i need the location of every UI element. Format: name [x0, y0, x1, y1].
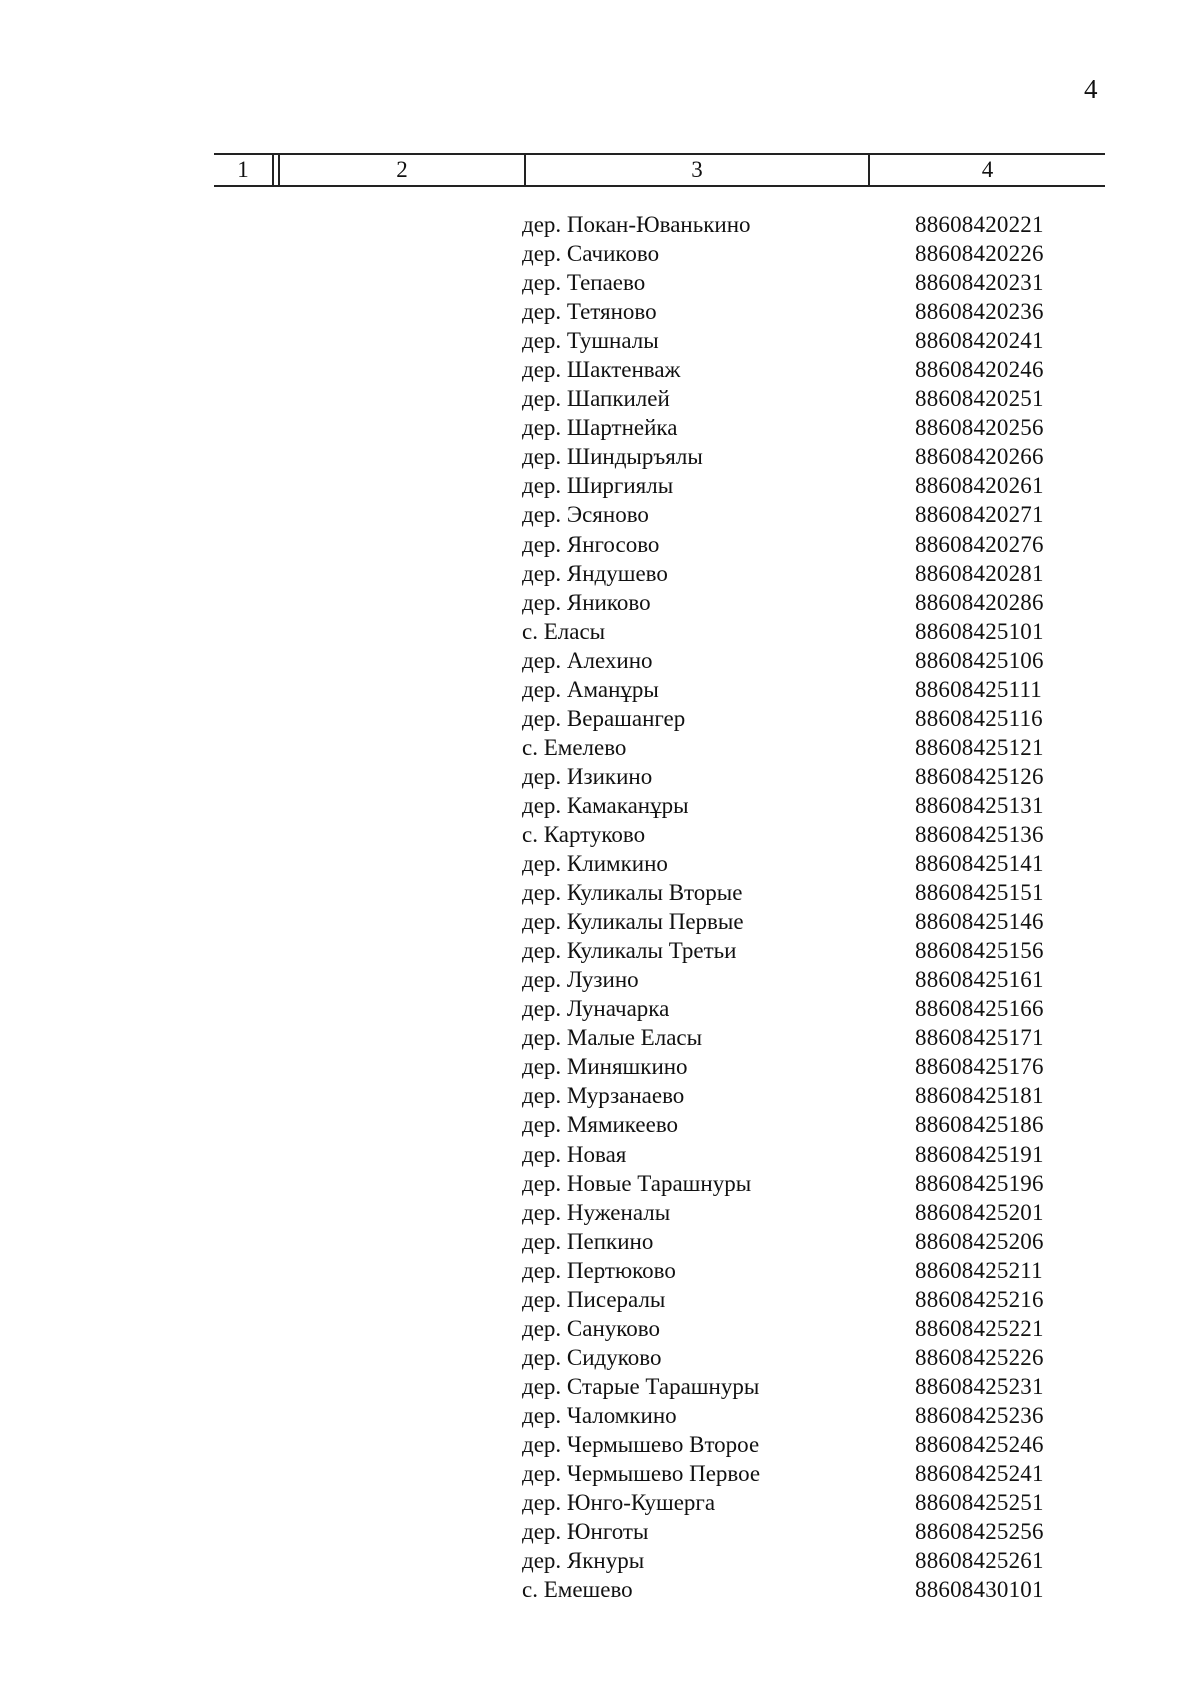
settlement-name: дер. Пертюково [522, 1257, 676, 1283]
settlement-name: дер. Сачиково [522, 241, 660, 267]
settlement-name: дер. Тушналы [522, 328, 659, 354]
settlement-name: дер. Сануково [522, 1315, 660, 1341]
settlement-name: дер. Пепкино [522, 1228, 654, 1254]
table-row [522, 1517, 1062, 1546]
oktmo-code: 88608425166 [915, 996, 1044, 1022]
table-row [522, 1052, 1062, 1081]
oktmo-code: 88608425156 [915, 938, 1044, 964]
table-row [522, 1401, 1062, 1430]
settlement-name: дер. Чермышево Второе [522, 1431, 760, 1457]
settlement-name: дер. Климкино [522, 851, 668, 877]
settlement-name: дер. Шиндыръялы [522, 444, 703, 470]
settlement-name: дер. Миняшкино [522, 1054, 688, 1080]
table-row [522, 1169, 1062, 1198]
settlement-name: дер. Новая [522, 1141, 627, 1167]
table-row [522, 1140, 1062, 1169]
table-row [522, 1023, 1062, 1052]
page-number: 4 [1084, 74, 1098, 104]
oktmo-code: 88608425256 [915, 1519, 1044, 1545]
table-row [522, 210, 1062, 239]
settlement-name: дер. Мямикеево [522, 1112, 679, 1138]
settlement-name: дер. Ширгиялы [522, 473, 674, 499]
oktmo-code: 88608420241 [915, 328, 1044, 354]
settlement-name: дер. Новые Тарашнуры [522, 1170, 752, 1196]
oktmo-code: 88608425196 [915, 1170, 1044, 1196]
oktmo-code: 88608425261 [915, 1548, 1044, 1574]
settlement-name: дер. Нуженалы [522, 1199, 671, 1225]
settlement-name: дер. Юнго-Кушерга [522, 1490, 716, 1516]
settlement-name: дер. Луначарка [522, 996, 670, 1022]
oktmo-code: 88608425136 [915, 821, 1044, 847]
table-row [522, 500, 1062, 529]
settlement-name: с. Еласы [522, 618, 606, 644]
settlement-list [522, 210, 1062, 1604]
settlement-name: дер. Изикино [522, 763, 653, 789]
oktmo-code: 88608425251 [915, 1490, 1044, 1516]
oktmo-code: 88608425201 [915, 1199, 1044, 1225]
settlement-name: дер. Чермышево Первое [522, 1461, 761, 1487]
oktmo-code: 88608420246 [915, 357, 1044, 383]
table-header [214, 153, 1105, 187]
oktmo-code: 88608420251 [915, 386, 1044, 412]
settlement-name: дер. Старые Тарашнуры [522, 1373, 760, 1399]
oktmo-code: 88608420226 [915, 241, 1044, 267]
oktmo-code: 88608425206 [915, 1228, 1044, 1254]
settlement-name: дер. Малые Еласы [522, 1025, 703, 1051]
settlement-name: дер. Юнготы [522, 1519, 649, 1545]
settlement-name: дер. Аманұры [522, 676, 659, 702]
settlement-name: дер. Тепаево [522, 270, 646, 296]
table-row [522, 675, 1062, 704]
settlement-name: с. Емешево [522, 1577, 633, 1603]
table-row [522, 530, 1062, 559]
table-row [522, 994, 1062, 1023]
oktmo-code: 88608425221 [915, 1315, 1044, 1341]
table-row [522, 849, 1062, 878]
settlement-name: дер. Сидуково [522, 1344, 662, 1370]
oktmo-code: 88608425141 [915, 851, 1044, 877]
table-row [522, 588, 1062, 617]
column-header-3: 3 [691, 157, 703, 182]
settlement-name: дер. Чаломкино [522, 1402, 677, 1428]
settlement-name: с. Картуково [522, 821, 646, 847]
oktmo-code: 88608425151 [915, 880, 1044, 906]
settlement-name: дер. Эсяново [522, 502, 649, 528]
table-row [522, 1110, 1062, 1139]
settlement-name: дер. Верашангер [522, 705, 686, 731]
table-row [522, 1343, 1062, 1372]
oktmo-code: 88608425246 [915, 1431, 1044, 1457]
table-row [522, 1430, 1062, 1459]
table-row [522, 559, 1062, 588]
column-divider [272, 155, 274, 185]
settlement-name: дер. Шартнейка [522, 415, 678, 441]
oktmo-code: 88608425171 [915, 1025, 1044, 1051]
settlement-name: дер. Яндушево [522, 560, 668, 586]
oktmo-code: 88608425146 [915, 909, 1044, 935]
oktmo-code: 88608425191 [915, 1141, 1044, 1167]
oktmo-code: 88608425176 [915, 1054, 1044, 1080]
table-row [522, 1314, 1062, 1343]
table-row [522, 1227, 1062, 1256]
oktmo-code: 88608420276 [915, 531, 1044, 557]
oktmo-code: 88608425186 [915, 1112, 1044, 1138]
table-row [522, 936, 1062, 965]
table-row [522, 1372, 1062, 1401]
table-row [522, 355, 1062, 384]
table-row [522, 820, 1062, 849]
table-row [522, 413, 1062, 442]
settlement-name: дер. Писералы [522, 1286, 666, 1312]
oktmo-code: 88608420266 [915, 444, 1044, 470]
oktmo-code: 88608425116 [915, 705, 1043, 731]
oktmo-code: 88608425106 [915, 647, 1044, 673]
oktmo-code: 88608420221 [915, 212, 1044, 237]
oktmo-code: 88608425241 [915, 1461, 1044, 1487]
settlement-name: дер. Шактенваж [522, 357, 681, 383]
table-row [522, 239, 1062, 268]
table-row [522, 1081, 1062, 1110]
settlement-name: с. Емелево [522, 734, 627, 760]
table-row [522, 326, 1062, 355]
table-row [522, 965, 1062, 994]
table-row [522, 617, 1062, 646]
oktmo-code: 88608420236 [915, 299, 1044, 325]
oktmo-code: 88608425181 [915, 1083, 1044, 1109]
settlement-name: дер. Яниково [522, 589, 651, 615]
oktmo-code: 88608425126 [915, 763, 1044, 789]
table-row [522, 384, 1062, 413]
oktmo-code: 88608425226 [915, 1344, 1044, 1370]
oktmo-code: 88608425236 [915, 1402, 1044, 1428]
table-row [522, 471, 1062, 500]
table-row [522, 791, 1062, 820]
oktmo-code: 88608425216 [915, 1286, 1044, 1312]
table-row [522, 1575, 1062, 1604]
table-row [522, 704, 1062, 733]
oktmo-code: 88608420231 [915, 270, 1044, 296]
table-row [522, 1285, 1062, 1314]
oktmo-code: 88608425131 [915, 792, 1044, 818]
oktmo-code: 88608420281 [915, 560, 1044, 586]
settlement-name: дер. Покан-Юванькино [522, 212, 751, 237]
settlement-name: дер. Куликалы Вторые [522, 880, 743, 906]
table-row [522, 646, 1062, 675]
oktmo-code: 88608425211 [915, 1257, 1043, 1283]
settlement-name: дер. Куликалы Первые [522, 909, 744, 935]
column-header-1: 1 [237, 157, 249, 182]
table-row [522, 1459, 1062, 1488]
table-row [522, 762, 1062, 791]
settlement-name: дер. Якнуры [522, 1548, 645, 1574]
table-row [522, 907, 1062, 936]
oktmo-code: 88608430101 [915, 1577, 1044, 1603]
table-row [522, 733, 1062, 762]
oktmo-code: 88608425111 [915, 676, 1042, 702]
settlement-name: дер. Янгосово [522, 531, 660, 557]
oktmo-code: 88608420286 [915, 589, 1044, 615]
oktmo-code: 88608420256 [915, 415, 1044, 441]
table-row [522, 442, 1062, 471]
oktmo-code: 88608420261 [915, 473, 1044, 499]
oktmo-code: 88608425121 [915, 734, 1044, 760]
oktmo-code: 88608420271 [915, 502, 1044, 528]
table-row [522, 1198, 1062, 1227]
table-row [522, 297, 1062, 326]
settlement-name: дер. Алехино [522, 647, 653, 673]
settlement-name: дер. Куликалы Третьи [522, 938, 737, 964]
settlement-name: дер. Мурзанаево [522, 1083, 685, 1109]
oktmo-code: 88608425101 [915, 618, 1044, 644]
oktmo-code: 88608425231 [915, 1373, 1044, 1399]
column-header-2: 2 [396, 157, 408, 182]
settlement-name: дер. Тетяново [522, 299, 657, 325]
table-row [522, 1488, 1062, 1517]
table-row [522, 1256, 1062, 1285]
settlement-name: дер. Шапкилей [522, 386, 670, 412]
table-row [522, 878, 1062, 907]
table-row [522, 1546, 1062, 1575]
settlement-name: дер. Лузино [522, 967, 639, 993]
table-row [522, 268, 1062, 297]
oktmo-code: 88608425161 [915, 967, 1044, 993]
column-header-4: 4 [981, 157, 994, 182]
settlement-name: дер. Камаканұры [522, 792, 689, 818]
